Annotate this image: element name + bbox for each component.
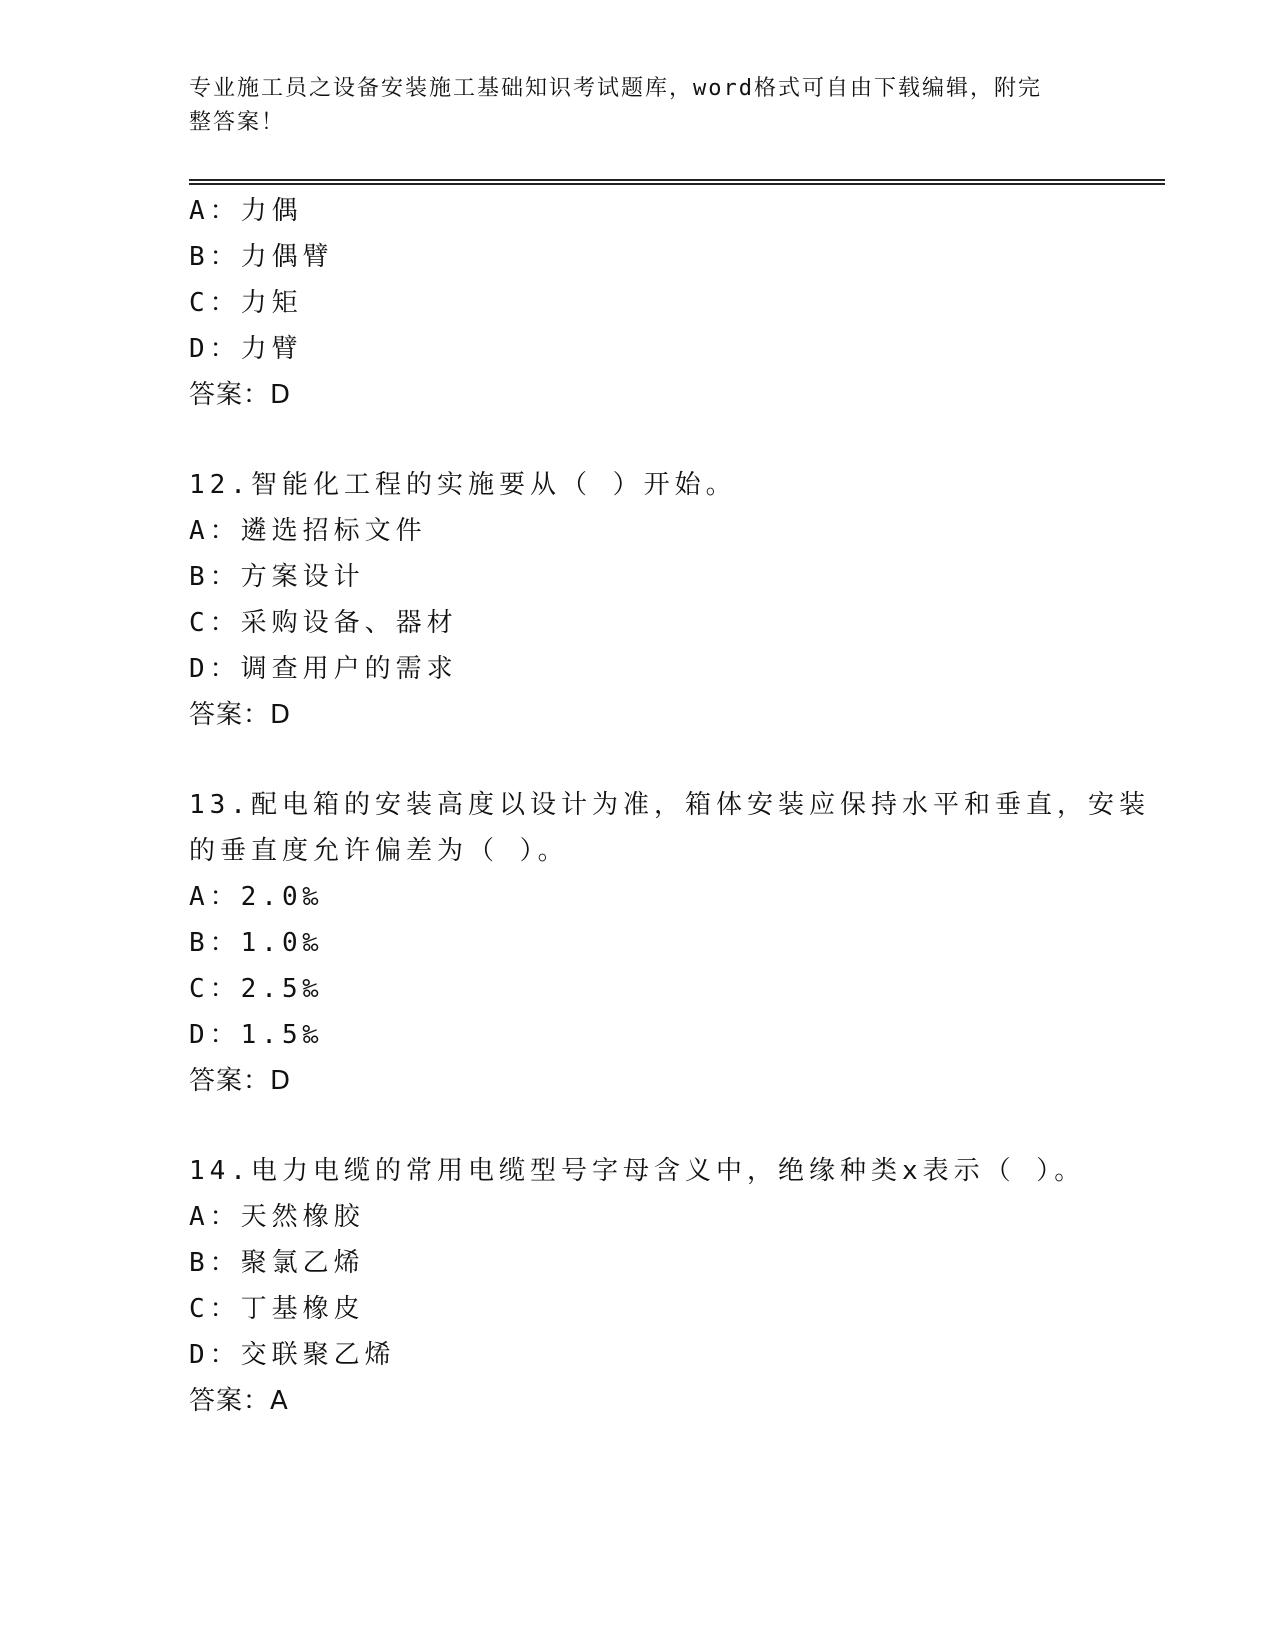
- option-d: D：调查用户的需求: [189, 654, 458, 684]
- option-c: C：采购设备、器材: [189, 608, 458, 638]
- question-13: [189, 782, 1150, 1104]
- question-list: [189, 188, 1150, 1424]
- option-a: A：2.0‰: [189, 882, 324, 912]
- header-line-2: 整答案！: [189, 110, 286, 135]
- spacer: [189, 418, 1089, 462]
- option-d: D：交联聚乙烯: [189, 1340, 396, 1370]
- question-12: [189, 462, 1089, 738]
- option-a: A：遴选招标文件: [189, 516, 427, 546]
- option-a: A：天然橡胶: [189, 1202, 365, 1232]
- question-11: [189, 188, 1089, 418]
- option-d: D：力臂: [189, 334, 303, 364]
- question-text: 14.电力电缆的常用电缆型号字母含义中，绝缘种类x表示（ ）。: [189, 1156, 1086, 1186]
- option-d: D：1.5‰: [189, 1020, 324, 1050]
- option-c: C：丁基橡皮: [189, 1294, 365, 1324]
- document-header: [189, 72, 1089, 140]
- spacer: [189, 1104, 1089, 1148]
- option-b: B：力偶臂: [189, 242, 334, 272]
- header-divider-top: [189, 179, 1165, 181]
- answer: 答案：D: [189, 1066, 292, 1096]
- question-text: 12.智能化工程的实施要从（ ）开始。: [189, 470, 737, 500]
- spacer: [189, 738, 1089, 782]
- question-text-line-2: 的垂直度允许偏差为（ ）。: [189, 836, 569, 866]
- header-divider-bottom: [189, 183, 1165, 185]
- option-b: B：聚氯乙烯: [189, 1248, 365, 1278]
- question-14: [189, 1148, 1089, 1424]
- option-a: A：力偶: [189, 196, 303, 226]
- option-c: C：2.5‰: [189, 974, 324, 1004]
- option-b: B：1.0‰: [189, 928, 324, 958]
- answer: 答案：D: [189, 700, 292, 730]
- question-text-line-1: 13.配电箱的安装高度以设计为准，箱体安装应保持水平和垂直，安装: [189, 790, 1150, 820]
- header-line-1: 专业施工员之设备安装施工基础知识考试题库，word格式可自由下载编辑，附完: [189, 76, 1042, 101]
- option-b: B：方案设计: [189, 562, 365, 592]
- answer: 答案：D: [189, 380, 292, 410]
- option-c: C：力矩: [189, 288, 303, 318]
- answer: 答案：A: [189, 1386, 289, 1416]
